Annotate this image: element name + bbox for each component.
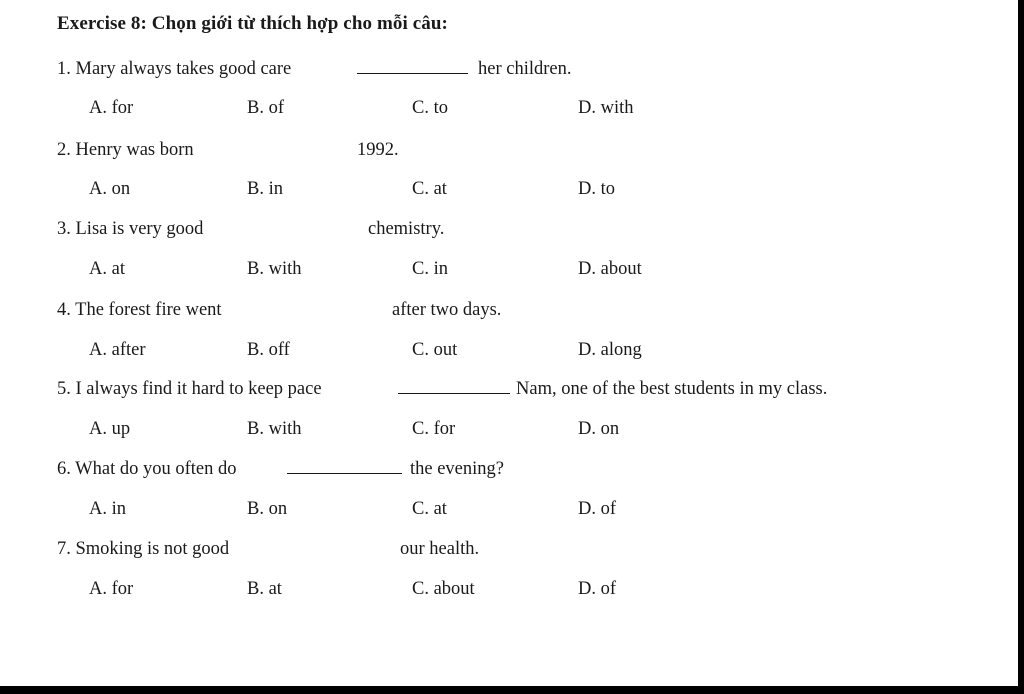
question-7-stem: 7. Smoking is not good <box>57 539 230 559</box>
question-6-option-a: A. in <box>89 499 126 519</box>
question-2-option-a: A. on <box>89 179 131 199</box>
question-4-option-b: B. off <box>247 340 290 360</box>
question-3-ending: chemistry. <box>368 219 445 239</box>
question-1-option-c: C. to <box>412 98 448 118</box>
question-7-option-a: A. for <box>89 579 134 599</box>
question-4-option-a: A. after <box>89 340 146 360</box>
question-1-option-b: B. of <box>247 98 284 118</box>
question-7-option-c: C. about <box>412 579 475 599</box>
question-3-option-d: D. about <box>578 259 642 279</box>
question-3-stem: 3. Lisa is very good <box>57 219 204 239</box>
question-6-stem: 6. What do you often do <box>57 459 237 479</box>
exercise-title: Exercise 8: Chọn giới từ thích hợp cho mỗi câu: <box>57 13 448 34</box>
question-3-option-a: A. at <box>89 259 125 279</box>
question-5-option-c: C. for <box>412 419 456 439</box>
question-5-ending: Nam, one of the best students in my class. <box>516 379 828 399</box>
question-5-stem: 5. I always find it hard to keep pace <box>57 379 322 399</box>
question-6-option-b: B. on <box>247 499 288 519</box>
question-7-option-d: D. of <box>578 579 617 599</box>
question-5-option-d: D. on <box>578 419 620 439</box>
screen-bottom-border <box>0 686 1024 694</box>
question-3-option-b: B. with <box>247 259 302 279</box>
question-5-option-b: B. with <box>247 419 302 439</box>
question-4-stem: 4. The forest fire went <box>57 300 222 320</box>
question-6-ending: the evening? <box>410 459 504 479</box>
question-2-ending: 1992. <box>357 140 399 160</box>
question-2-option-c: C. at <box>412 179 447 199</box>
question-1-blank <box>357 60 468 79</box>
question-2-option-b: B. in <box>247 179 283 199</box>
question-4-option-c: C. out <box>412 340 458 360</box>
question-1-ending: her children. <box>478 59 572 79</box>
question-1-option-a: A. for <box>89 98 134 118</box>
question-6-blank <box>287 460 402 479</box>
question-3-option-c: C. in <box>412 259 448 279</box>
question-4-option-d: D. along <box>578 340 642 360</box>
question-1-option-d: D. with <box>578 98 634 118</box>
question-7-option-b: B. at <box>247 579 282 599</box>
question-2-stem: 2. Henry was born <box>57 140 194 160</box>
question-6-option-c: C. at <box>412 499 447 519</box>
question-4-ending: after two days. <box>392 300 502 320</box>
question-5-blank <box>398 380 510 399</box>
question-1-stem: 1. Mary always takes good care <box>57 59 292 79</box>
question-7-ending: our health. <box>400 539 480 559</box>
question-6-option-d: D. of <box>578 499 617 519</box>
question-5-option-a: A. up <box>89 419 131 439</box>
question-2-option-d: D. to <box>578 179 615 199</box>
